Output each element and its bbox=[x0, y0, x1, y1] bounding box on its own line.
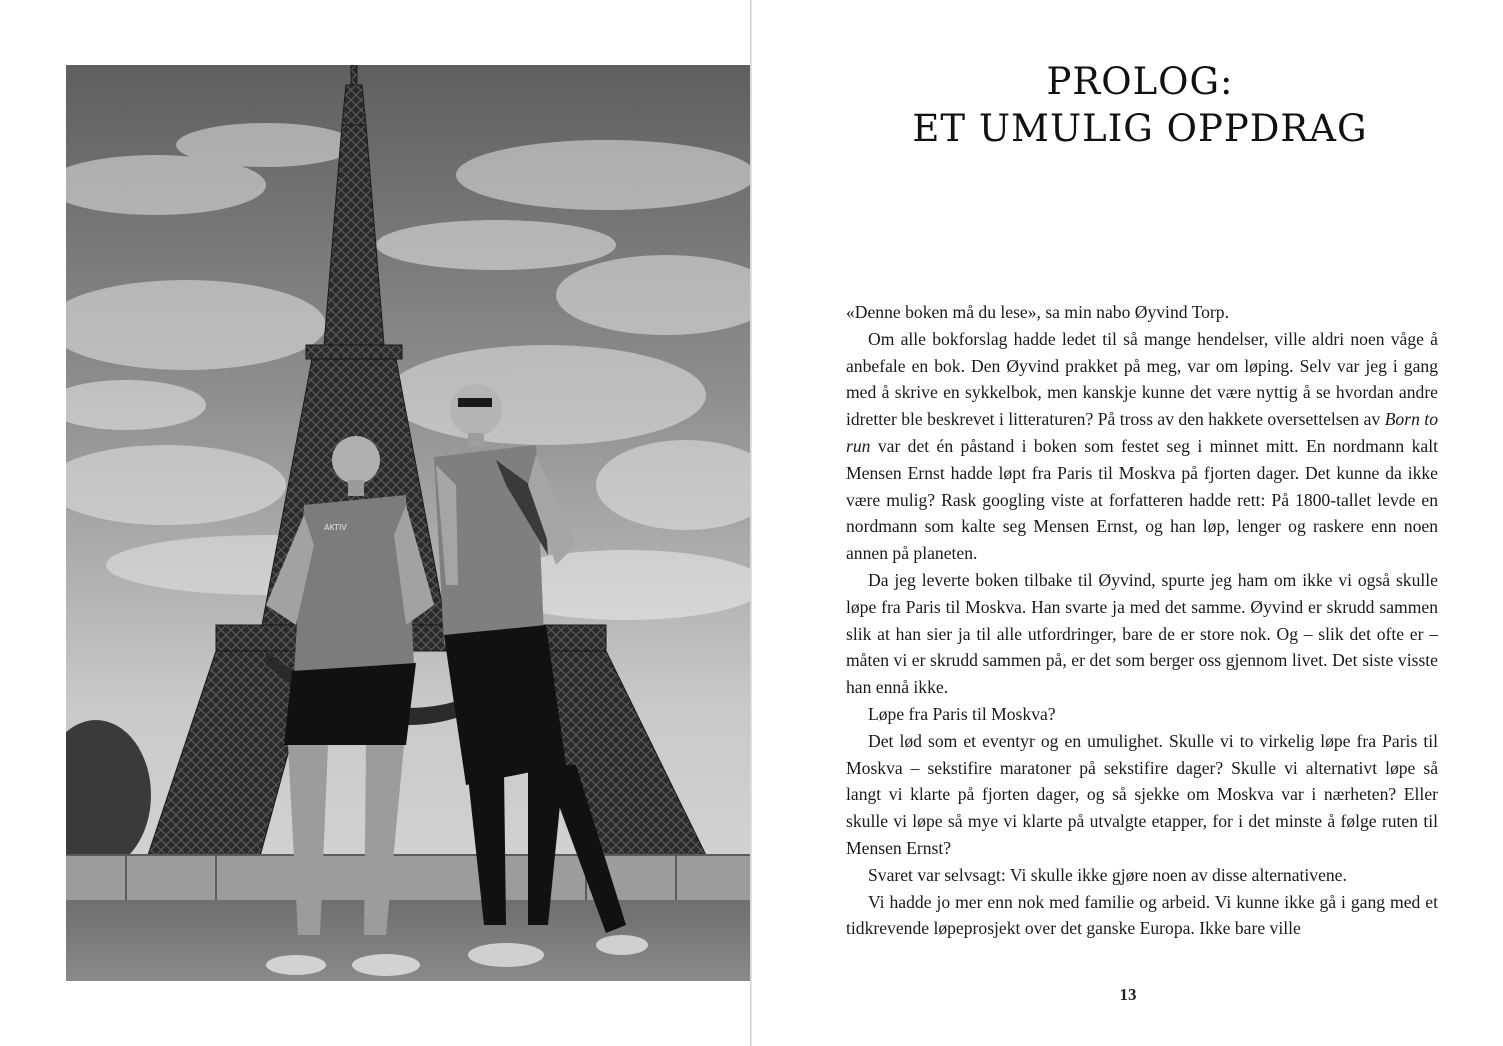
paragraph-text: Om alle bokforslag hadde ledet til så mange hendelser, ville aldri noen våge å anbefale en bok. Den Øyvind prakket på meg, var om løping. Selv var jeg i gang med å skrive en sykkelbok, men kanskje kunne det være nyttig å se hvordan andre idretter ble beskrevet i litteraturen? På tross av den hakkete oversettelsen av bbox=[846, 328, 1438, 430]
paragraph bbox=[846, 326, 1438, 567]
paragraph: Da jeg leverte boken tilbake til Øyvind, spurte jeg ham om ikke vi også skulle løpe fra Paris til Moskva. Han svarte ja med det samme. Øyvind er skrudd sammen slik at han sier ja til alle utfordringer, bare de er store nok. Og – slik det ofte er – måten vi er skrudd sammen på, er det som berger oss gjennom livet. Det siste visste han ennå ikke. bbox=[846, 569, 1438, 698]
shirt-logo-text: AKTIV bbox=[324, 523, 347, 532]
chapter-title bbox=[752, 58, 1503, 152]
paragraph-text: var det én påstand i boken som festet seg i minnet mitt. En nordmann kalt Mensen Ernst hadde løpt fra Paris til Moskva på fjorten dager. Det kunne da ikke være mulig? Rask googling viste at forfatteren hadde rett: På 1800-tallet levde en nordmann som kalte seg Mensen Ernst, og han løp, lenger og raskere enn noen annen på planeten. bbox=[846, 435, 1438, 564]
page-number: 13 bbox=[1119, 985, 1137, 1004]
right-page bbox=[752, 0, 1503, 1046]
paragraph: «Denne boken må du lese», sa min nabo Øyvind Torp. bbox=[846, 302, 1229, 322]
chapter-title-line2: ET UMULIG OPPDRAG bbox=[912, 107, 1368, 150]
photo-eiffel-tower-runners bbox=[66, 65, 750, 981]
book-title-italic: Born to run bbox=[846, 409, 1438, 456]
photo-illustration bbox=[66, 65, 750, 981]
chapter-body bbox=[846, 299, 1438, 942]
paragraph: Svaret var selvsagt: Vi skulle ikke gjøre noen av disse alternativene. bbox=[868, 864, 1347, 885]
chapter-title-line1: PROLOG: bbox=[1046, 60, 1234, 103]
paragraph: Det lød som et eventyr og en umulighet. Skulle vi to virkelig løpe fra Paris til Moskva – sekstifire maratoner på sekstifire dager? Skulle vi alternativt løpe så langt vi klarte på fjorten dager, og så sjekke om Moskva var i nærheten? Eller skulle vi løpe så mye vi klarte på utvalgte etapper, for i det minste å følge ruten til Mensen Ernst? bbox=[846, 730, 1438, 858]
left-page bbox=[0, 0, 750, 1046]
paragraph: Løpe fra Paris til Moskva? bbox=[868, 703, 1056, 724]
paragraph: Vi hadde jo mer enn nok med familie og arbeid. Vi kunne ikke gå i gang med et tidkrevende løpeprosjekt over det ganske Europa. Ikke bare ville bbox=[846, 891, 1438, 939]
